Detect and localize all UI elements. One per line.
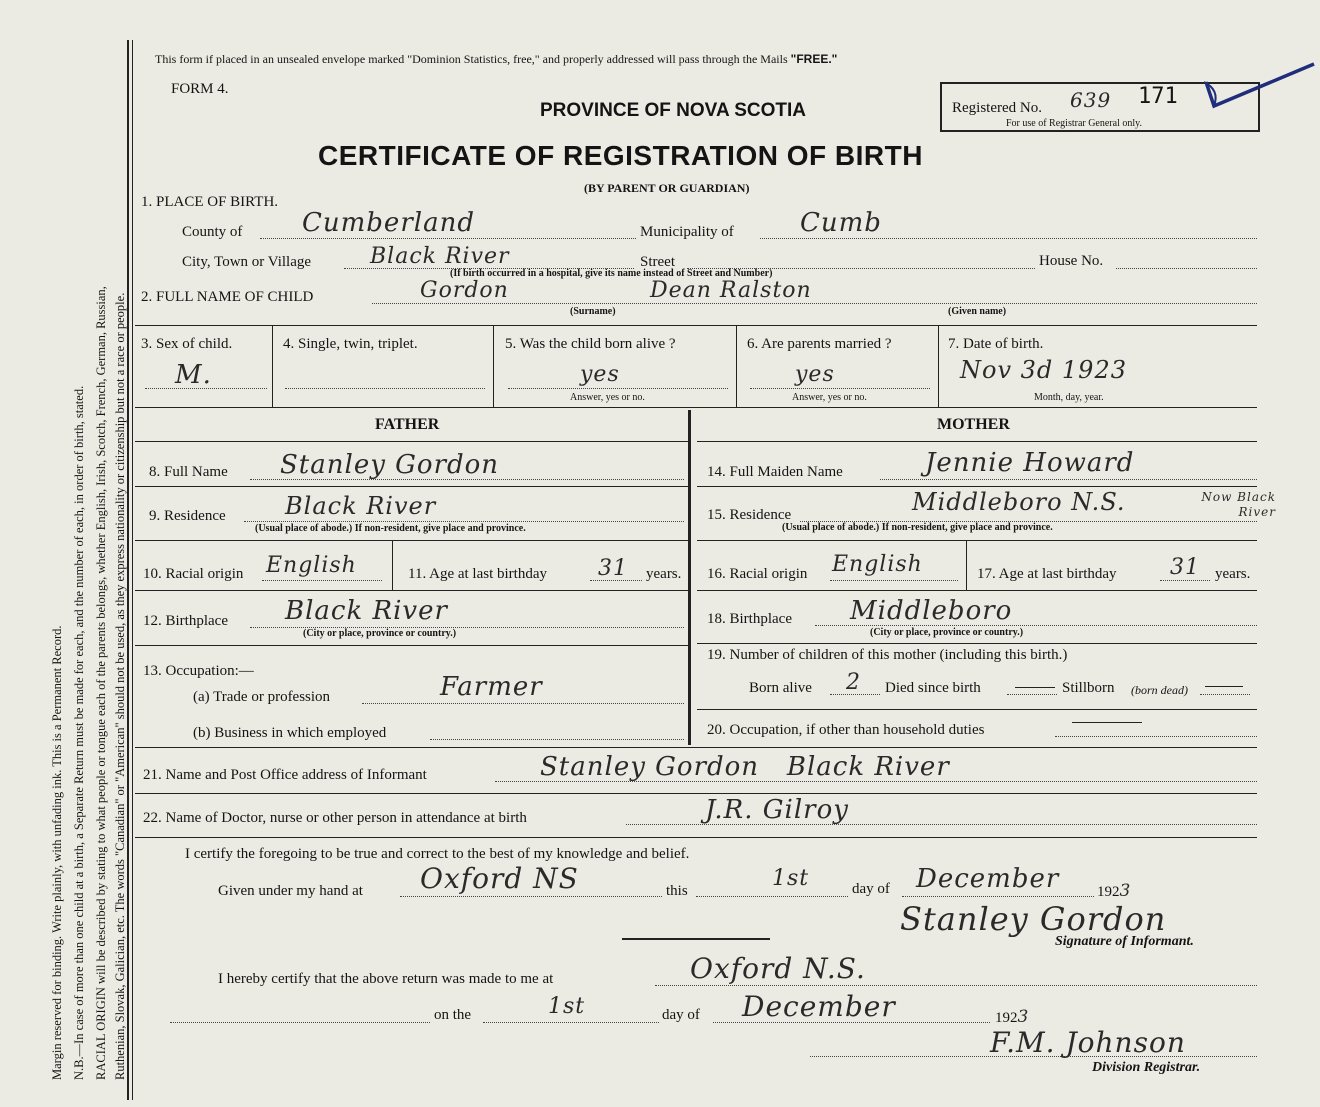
mother-name-label: 14. Full Maiden Name xyxy=(707,464,843,480)
date-of-birth-label: 7. Date of birth. xyxy=(948,336,1044,352)
plurality-label: 4. Single, twin, triplet. xyxy=(283,336,418,352)
given-year-suffix: 3 xyxy=(1119,881,1132,901)
given-name-caption: (Given name) xyxy=(948,306,1007,317)
province-title: PROVINCE OF NOVA SCOTIA xyxy=(540,100,807,121)
county-value: Cumberland xyxy=(302,208,475,238)
place-of-birth-label: 1. PLACE OF BIRTH. xyxy=(141,194,279,210)
mother-racial-label: 16. Racial origin xyxy=(707,566,808,582)
parents-married-value: yes xyxy=(795,362,835,387)
father-trade-label: (a) Trade or profession xyxy=(193,689,331,705)
form-number: FORM 4. xyxy=(171,81,229,97)
mother-residence-caption: (Usual place of abode.) If non-resident, give place and province. xyxy=(782,522,1053,533)
mother-birthplace-caption: (City or place, province or country.) xyxy=(870,627,1024,638)
mail-note-text: This form if placed in an unsealed envelope marked "Dominion Statistics, free," and properly addressed will pass through the Mails xyxy=(155,52,791,66)
born-alive-value: yes xyxy=(580,362,620,387)
registrar-signature: F.M. Johnson xyxy=(990,1026,1186,1059)
given-year-prefix: 192 xyxy=(1097,884,1120,900)
father-racial-label: 10. Racial origin xyxy=(143,566,244,582)
father-birthplace-caption: (City or place, province or country.) xyxy=(303,628,457,639)
born-alive-label: 5. Was the child born alive ? xyxy=(505,336,676,352)
registrar-note: For use of Registrar General only. xyxy=(1006,118,1142,129)
doctor-value: J.R. Gilroy xyxy=(705,795,849,825)
informant-label: 21. Name and Post Office address of Informant xyxy=(143,767,427,783)
born-alive-caption: Answer, yes or no. xyxy=(570,392,645,403)
surname-caption: (Surname) xyxy=(570,306,616,317)
given-month: December xyxy=(916,864,1060,894)
father-birthplace-value: Black River xyxy=(285,596,448,626)
mother-residence-note: Now Black River xyxy=(1201,490,1276,519)
father-age-years: years. xyxy=(646,566,682,582)
stillborn-note: (born dead) xyxy=(1131,683,1188,697)
sex-label: 3. Sex of child. xyxy=(141,336,233,352)
mother-age-years: years. xyxy=(1215,566,1251,582)
father-name-value: Stanley Gordon xyxy=(280,450,500,480)
mother-occupation-label: 20. Occupation, if other than household duties xyxy=(707,722,985,738)
margin-rule-inner xyxy=(132,40,133,1100)
mother-age-value: 31 xyxy=(1170,555,1200,580)
child-given-name: Dean Ralston xyxy=(650,278,812,303)
registrar-statement: I hereby certify that the above return was made to me at xyxy=(218,971,554,987)
margin-note-multiple-birth: N.B.—In case of more than one child at a birth, a Separate Return must be made for each, and the number of each, in order of birth, stated. xyxy=(72,385,86,1080)
city-label: City, Town or Village xyxy=(182,254,312,270)
municipality-value: Cumb xyxy=(800,208,882,238)
certify-statement: I certify the foregoing to be true and correct to the best of my knowledge and belief. xyxy=(185,846,690,862)
father-racial-value: English xyxy=(266,553,357,578)
mother-residence-label: 15. Residence xyxy=(707,507,792,523)
date-of-birth-value: Nov 3d 1923 xyxy=(960,356,1127,384)
registrar-day: 1st xyxy=(548,994,586,1019)
mother-birthplace-value: Middleboro xyxy=(850,596,1013,626)
hospital-note: (If birth occurred in a hospital, give its name instead of Street and Number) xyxy=(450,268,773,279)
born-alive-count-label: Born alive xyxy=(749,680,812,696)
registrar-caption: Division Registrar. xyxy=(1092,1060,1201,1075)
died-since-birth-label: Died since birth xyxy=(885,680,981,696)
city-value: Black River xyxy=(370,244,510,269)
informant-signature: Stanley Gordon xyxy=(900,900,1167,938)
informant-value: Stanley Gordon Black River xyxy=(540,752,950,782)
date-of-birth-caption: Month, day, year. xyxy=(1034,392,1104,403)
street-label: Street xyxy=(640,254,675,270)
check-mark-icon xyxy=(1200,60,1320,112)
mother-birthplace-label: 18. Birthplace xyxy=(707,611,792,627)
stillborn-label: Stillborn xyxy=(1062,680,1115,696)
county-label: County of xyxy=(182,224,243,240)
father-residence-value: Black River xyxy=(285,492,437,520)
registered-label: Registered No. xyxy=(952,100,1042,116)
registrar-year-suffix: 3 xyxy=(1017,1007,1030,1027)
margin-note-racial-origin-2: Ruthenian, Slovak, Galician, etc. The words "Canadian" or "American" should not be used, as they express nationality or citizenship but not a race or people. xyxy=(113,292,127,1080)
registrar-year-prefix: 192 xyxy=(995,1010,1018,1026)
child-name-label: 2. FULL NAME OF CHILD xyxy=(141,289,314,305)
informant-signature-caption: Signature of Informant. xyxy=(1055,934,1194,949)
certificate-subtitle: (BY PARENT OR GUARDIAN) xyxy=(584,181,750,195)
mail-note-free: "FREE." xyxy=(790,52,838,66)
mother-racial-value: English xyxy=(832,552,923,577)
father-business-label: (b) Business in which employed xyxy=(193,725,387,741)
registered-number: 639 xyxy=(1070,88,1112,112)
mother-children-label: 19. Number of children of this mother (including this birth.) xyxy=(707,647,1068,663)
registrar-on-the-label: on the xyxy=(434,1007,472,1023)
born-alive-count-value: 2 xyxy=(846,670,861,695)
child-surname: Gordon xyxy=(420,278,509,303)
parents-married-label: 6. Are parents married ? xyxy=(747,336,892,352)
mother-residence-value: Middleboro N.S. xyxy=(912,488,1126,516)
mother-name-value: Jennie Howard xyxy=(925,448,1135,478)
mother-heading: MOTHER xyxy=(937,416,1010,433)
house-no-label: House No. xyxy=(1039,253,1104,269)
father-heading: FATHER xyxy=(375,416,440,433)
father-age-label: 11. Age at last birthday xyxy=(408,566,547,582)
given-this-label: this xyxy=(666,883,688,899)
father-residence-label: 9. Residence xyxy=(149,508,226,524)
registrar-month: December xyxy=(742,990,896,1023)
given-at-place: Oxford NS xyxy=(420,862,579,895)
father-trade-value: Farmer xyxy=(440,672,543,702)
registrar-day-of-label: day of xyxy=(662,1007,700,1023)
given-at-label: Given under my hand at xyxy=(218,883,363,899)
sex-value: M. xyxy=(175,360,212,390)
father-birthplace-label: 12. Birthplace xyxy=(143,613,228,629)
margin-note-racial-origin: RACIAL ORIGIN will be described by stating to what people or tongue each of the parents belongs, whether English, Irish, Scotch, French, German, Russian, xyxy=(94,286,108,1080)
father-name-label: 8. Full Name xyxy=(149,464,228,480)
margin-note-binding: Margin reserved for binding. Write plainly, with unfading ink. This is a Permanent Record. xyxy=(50,625,64,1080)
father-occupation-label: 13. Occupation:— xyxy=(143,663,254,679)
municipality-label: Municipality of xyxy=(640,224,734,240)
doctor-label: 22. Name of Doctor, nurse or other person in attendance at birth xyxy=(143,810,527,826)
mail-note xyxy=(155,52,837,67)
certificate-title: CERTIFICATE OF REGISTRATION OF BIRTH xyxy=(318,140,923,171)
father-age-value: 31 xyxy=(598,556,628,581)
given-day-of-label: day of xyxy=(852,881,890,897)
margin-rule xyxy=(127,40,129,1100)
registrar-place: Oxford N.S. xyxy=(690,952,866,985)
father-residence-caption: (Usual place of abode.) If non-resident, give place and province. xyxy=(255,523,526,534)
given-day: 1st xyxy=(772,866,810,891)
registered-stamp: 171 xyxy=(1138,84,1178,109)
mother-age-label: 17. Age at last birthday xyxy=(977,566,1117,582)
given-year xyxy=(1097,881,1131,901)
registrar-year xyxy=(995,1007,1029,1027)
parents-married-caption: Answer, yes or no. xyxy=(792,392,867,403)
